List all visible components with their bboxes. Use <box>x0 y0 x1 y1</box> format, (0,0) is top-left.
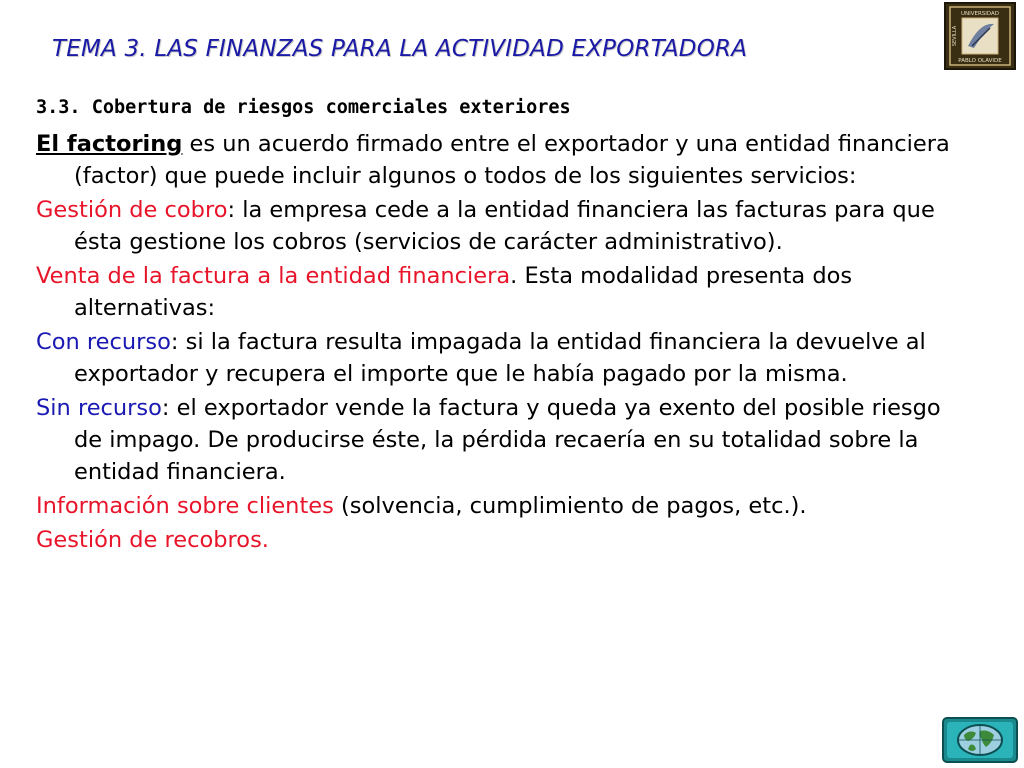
logo-top-text: UNIVERSIDAD <box>960 11 1000 17</box>
paragraph-sin-recurso <box>36 392 966 488</box>
paragraph-informacion <box>36 490 966 522</box>
university-logo-icon <box>944 2 1016 70</box>
term-recobros: Gestión de recobros. <box>36 527 269 553</box>
term-con-recurso: Con recurso <box>36 329 171 355</box>
intro-text: es un acuerdo firmado entre el exportador y una entidad financiera (factor) que puede incluir algunos o todos de los siguientes servicios: <box>74 131 950 189</box>
informacion-text: (solvencia, cumplimiento de pagos, etc.). <box>333 493 807 519</box>
paragraph-con-recurso <box>36 326 966 390</box>
term-informacion: Información sobre clientes <box>36 493 334 519</box>
term-factoring: El factoring <box>36 131 183 157</box>
section-heading: 3.3. Cobertura de riesgos comerciales exteriores <box>36 97 571 118</box>
term-venta-factura: Venta de la factura a la entidad financiera <box>36 263 511 289</box>
paragraph-recobros <box>36 524 966 556</box>
sin-recurso-text: : el exportador vende la factura y queda ya exento del posible riesgo de impago. De producirse éste, la pérdida recaería en su totalidad sobre la entidad financiera. <box>74 395 941 485</box>
term-sin-recurso: Sin recurso <box>36 395 162 421</box>
term-gestion-cobro: Gestión de cobro <box>36 197 228 223</box>
logo-left-text: SEVILLA <box>952 25 958 47</box>
page-title: TEMA 3. LAS FINANZAS PARA LA ACTIVIDAD EXPORTADORA <box>52 36 748 62</box>
venta-factura-text: . Esta modalidad presenta dos alternativas: <box>74 263 853 321</box>
paragraph-intro <box>36 128 966 192</box>
logo-bottom-text: PABLO OLAVIDE <box>958 58 1002 64</box>
paragraph-gestion-cobro <box>36 194 966 258</box>
paragraph-venta-factura <box>36 260 966 324</box>
globe-button-icon[interactable] <box>942 717 1018 763</box>
gestion-cobro-text: : la empresa cede a la entidad financiera las facturas para que ésta gestione los cobros (servicios de carácter administrativo). <box>74 197 935 255</box>
con-recurso-text: : si la factura resulta impagada la entidad financiera la devuelve al exportador y recupera el importe que le había pagado por la misma. <box>74 329 926 387</box>
body-text <box>36 128 966 558</box>
